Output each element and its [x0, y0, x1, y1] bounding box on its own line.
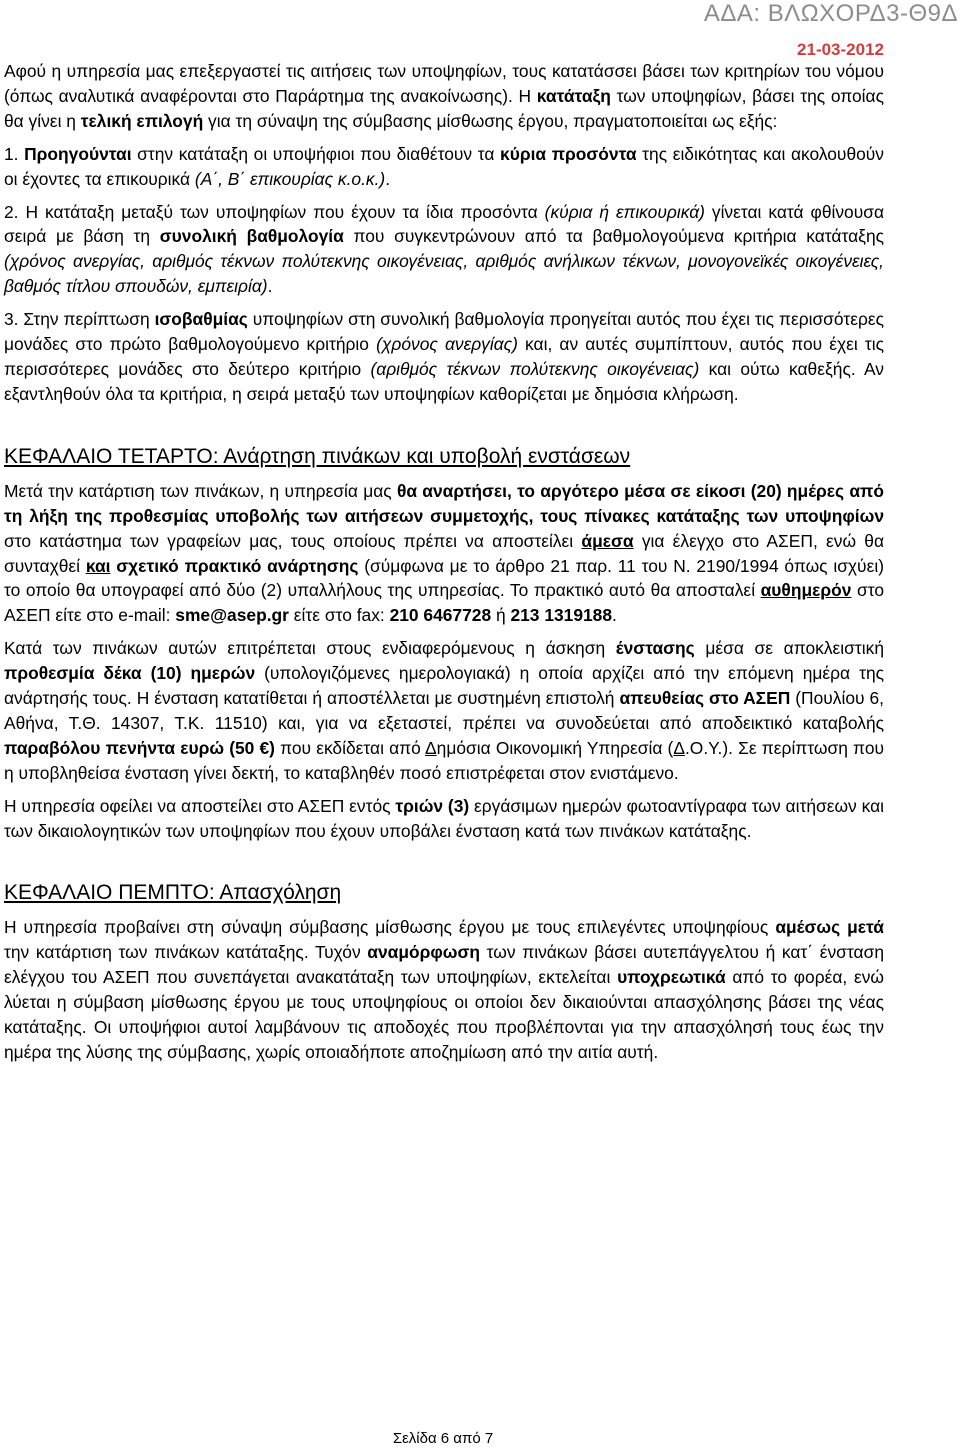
chapter-4-paragraph-2: Κατά των πινάκων αυτών επιτρέπεται στους ενδιαφερόμενους η άσκηση ένστασης μέσα σε αποκλειστική προθεσμία δέκα (10) ημερών (υπολογιζόμενες ημερολογιακά) η οποία αρχίζει από την επόμενη ημέρα της ανάρτησής τους. Η ένσταση κατατίθεται ή αποστέλλεται με συστημένη επιστολή απευθείας στο ΑΣΕΠ (Πουλίου 6, Αθήνα, Τ.Θ. 14307, Τ.Κ. 11510) και, για να εξεταστεί, πρέπει να συνοδεύεται από αποδεικτικό καταβολής παραβόλου πενήντα ευρώ (50 €) που εκδίδεται από Δημόσια Οικονομική Υπηρεσία (Δ.Ο.Υ.). Σε περίπτωση που η υποβληθείσα ένσταση γίνει δεκτή, το καταβληθέν ποσό επιστρέφεται στον ενιστάμενο. — [4, 638, 885, 783]
ada-code: ΑΔΑ: ΒΛΩΧΟΡΔ3-Θ9Δ — [703, 0, 958, 27]
chapter-4-paragraph-3: Η υπηρεσία οφείλει να αποστείλει στο ΑΣΕΠ εντός τριών (3) εργάσιμων ημερών φωτοαντίγραφα των αιτήσεων και των δικαιολογητικών των υποψηφίων που έχουν υποβάλει ένσταση κατά των πινάκων κατάταξης. — [4, 795, 884, 841]
asep-fax-1: 210 6467728 — [389, 605, 492, 626]
chapter-4-paragraph-1: Μετά την κατάρτιση των πινάκων, η υπηρεσία μας θα αναρτήσει, το αργότερο μέσα σε είκοσι (20) ημέρες από τη λήξη της προθεσμίας υποβολής των αιτήσεων συμμετοχής, τους πίνακες κατάταξης των υποψηφίων στο κατάστημα των γραφείων μας, τους οποίους πρέπει να αποστείλει άμεσα για έλεγχο στο ΑΣΕΠ, ενώ θα συνταχθεί και σχετικό πρακτικό ανάρτησης (σύμφωνα με το άρθρο 21 παρ. 11 του Ν. 2190/1994 όπως ισχύει) το οποίο θα υπογραφεί από δύο (2) υπαλλήλους της υπηρεσίας. Το πρακτικό αυτό θα αποσταλεί αυθημερόν στο ΑΣΕΠ είτε στο e-mail: sme@asep.gr είτε στο fax: 210 6467728 ή 213 1319188. — [4, 480, 884, 626]
intro-paragraph: Αφού η υπηρεσία μας επεξεργαστεί τις αιτήσεις των υποψηφίων, τους κατατάσσει βάσει των κριτηρίων του νόμου (όπως αναλυτικά αναφέρονται στο Παράρτημα της ανακοίνωσης). Η κατάταξη των υποψηφίων, βάσει της οποίας θα γίνει η τελική επιλογή για τη σύναψη της σύμβασης μίσθωσης έργου, πραγματοποιείται ως εξής: — [4, 61, 884, 131]
ranking-rule-1: 1. Προηγούνται στην κατάταξη οι υποψήφιοι που διαθέτουν τα κύρια προσόντα της ειδικότητας και ακολουθούν οι έχοντες τα επικουρικά (Α΄, Β΄ επικουρίας κ.ο.κ.). — [4, 143, 884, 189]
chapter-4-heading: ΚΕΦΑΛΑΙΟ ΤΕΤΑΡΤΟ: Ανάρτηση πινάκων και υποβολή ενστάσεων — [4, 444, 631, 468]
asep-fax-2: 213 1319188 — [510, 605, 613, 626]
chapter-5-heading: ΚΕΦΑΛΑΙΟ ΠΕΜΠΤΟ: Απασχόληση — [4, 881, 342, 905]
asep-email: sme@asep.gr — [175, 605, 289, 626]
ranking-rule-2: 2. Η κατάταξη μεταξύ των υποψηφίων που έχουν τα ίδια προσόντα (κύρια ή επικουρικά) γίνεται κατά φθίνουσα σειρά με βάση τη συνολική βαθμολογία που συγκεντρώνουν από τα βαθμολογούμενα κριτήρια κατάταξης (χρόνος ανεργίας, αριθμός τέκνων πολύτεκνης οικογένειας, αριθμός ανήλικων τέκνων, μονογονεϊκές οικογένειες, βαθμός τίτλου σπουδών, εμπειρία). — [4, 201, 885, 297]
page-number: Σελίδα 6 από 7 — [392, 1430, 494, 1447]
ranking-rule-3: 3. Στην περίπτωση ισοβαθμίας υποψηφίων στη συνολική βαθμολογία προηγείται αυτός που έχει τις περισσότερες μονάδες στο πρώτο βαθμολογούμενο κριτήριο (χρόνος ανεργίας) και, αν αυτές συμπίπτουν, αυτός που έχει τις περισσότερες μονάδες στο δεύτερο κριτήριο (αριθμός τέκνων πολύτεκνης οικογένειας) και ούτω καθεξής. Αν εξαντληθούν όλα τα κριτήρια, η σειρά μεταξύ των υποψηφίων καθορίζεται με δημόσια κλήρωση. — [4, 309, 885, 404]
chapter-5-paragraph-1: Η υπηρεσία προβαίνει στη σύναψη σύμβασης μίσθωσης έργου με τους επιλεγέντες υποψηφίους αμέσως μετά την κατάρτιση των πινάκων κατάταξης. Τυχόν αναμόρφωση των πινάκων βάσει αυτεπάγγελτου ή κατ΄ ένσταση ελέγχου του ΑΣΕΠ που συνεπάγεται ανακατάταξη των υποψηφίων, εκτελείται υποχρεωτικά από το φορέα, ενώ λύεται η σύμβαση μίσθωσης έργου με τους υποψηφίους οι οποίοι δεν δικαιούνται απασχόλησης βάσει της νέας κατάταξης. Οι υποψήφιοι αυτοί λαμβάνουν τις αποδοχές που προβλέπονται για την απασχόλησή τους έως την ημέρα της λύσης της σύμβασης, χωρίς οποιαδήποτε αποζημίωση από την αιτία αυτή. — [4, 917, 884, 1062]
publication-date: 21-03-2012 — [797, 40, 884, 59]
document-body — [4, 59, 884, 1065]
